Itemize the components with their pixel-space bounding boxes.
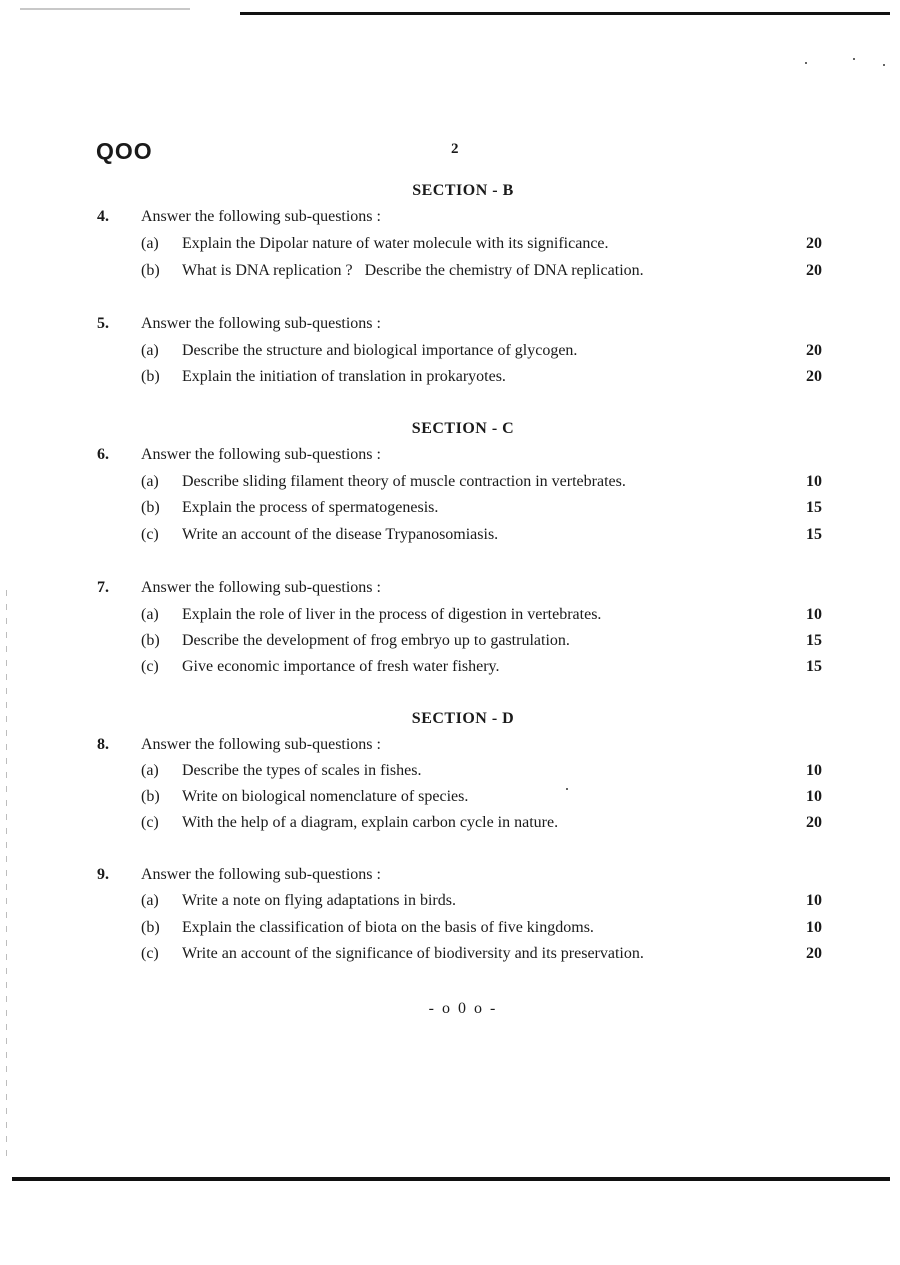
question-number-8: 8. — [97, 736, 109, 753]
scan-speck — [883, 64, 885, 66]
question-stem-7: Answer the following sub-questions : — [141, 579, 381, 596]
sub-question-label: (b) — [141, 368, 160, 385]
marks-value: 15 — [806, 632, 822, 649]
sub-question-label: (c) — [141, 658, 159, 675]
scan-speck — [853, 58, 855, 60]
marks-value: 20 — [806, 342, 822, 359]
sub-question-label: (a) — [141, 762, 159, 779]
sub-question-label: (a) — [141, 342, 159, 359]
marks-value: 20 — [806, 235, 822, 252]
sub-question-text: Describe the structure and biological importance of glycogen. — [182, 342, 578, 359]
sub-question-label: (c) — [141, 526, 159, 543]
sub-question-label: (b) — [141, 919, 160, 936]
sub-question-text: Write an account of the significance of biodiversity and its preservation. — [182, 945, 644, 962]
sub-question-text: Write on biological nomenclature of species. — [182, 788, 469, 805]
question-number-7: 7. — [97, 579, 109, 596]
sub-question-label: (b) — [141, 632, 160, 649]
marks-value: 10 — [806, 919, 822, 936]
marks-value: 20 — [806, 262, 822, 279]
sub-question-label: (a) — [141, 892, 159, 909]
question-stem-8: Answer the following sub-questions : — [141, 736, 381, 753]
marks-value: 10 — [806, 606, 822, 623]
marks-value: 10 — [806, 473, 822, 490]
scan-artifact-bottom-rule — [12, 1177, 890, 1181]
sub-question-text: Explain the process of spermatogenesis. — [182, 499, 439, 516]
question-number-5: 5. — [97, 315, 109, 332]
sub-question-text: Describe the types of scales in fishes. — [182, 762, 422, 779]
sub-question-label: (b) — [141, 262, 160, 279]
scan-speck — [805, 62, 807, 64]
sub-question-text: Explain the role of liver in the process of digestion in vertebrates. — [182, 606, 602, 623]
marks-value: 15 — [806, 499, 822, 516]
question-stem-4: Answer the following sub-questions : — [141, 208, 381, 225]
sub-question-label: (a) — [141, 606, 159, 623]
sub-question-label: (b) — [141, 788, 160, 805]
marks-value: 15 — [806, 526, 822, 543]
question-number-9: 9. — [97, 866, 109, 883]
marks-value: 10 — [806, 788, 822, 805]
sub-question-text: Explain the initiation of translation in prokaryotes. — [182, 368, 506, 385]
section-heading-d: SECTION - D — [411, 710, 515, 727]
question-number-4: 4. — [97, 208, 109, 225]
marks-value: 10 — [806, 762, 822, 779]
sub-question-label: (a) — [141, 235, 159, 252]
sub-question-text: Write an account of the disease Trypanosomiasis. — [182, 526, 499, 543]
sub-question-text: With the help of a diagram, explain carbon cycle in nature. — [182, 814, 559, 831]
section-heading-c: SECTION - C — [411, 420, 515, 437]
sub-question-text: Describe sliding filament theory of muscle contraction in vertebrates. — [182, 473, 626, 490]
marks-value: 20 — [806, 945, 822, 962]
end-of-paper-mark: - o 0 o - — [428, 1000, 498, 1017]
sub-question-text: Describe the development of frog embryo up to gastrulation. — [182, 632, 570, 649]
sub-question-text: Write a note on flying adaptations in birds. — [182, 892, 456, 909]
scan-artifact-top-left — [20, 8, 190, 10]
marks-value: 20 — [806, 368, 822, 385]
sub-question-text: What is DNA replication ? Describe the chemistry of DNA replication. — [182, 262, 644, 279]
scan-speck — [566, 788, 568, 790]
question-stem-5: Answer the following sub-questions : — [141, 315, 381, 332]
section-heading-b: SECTION - B — [412, 182, 514, 199]
sub-question-label: (c) — [141, 945, 159, 962]
sub-question-text: Explain the Dipolar nature of water molecule with its significance. — [182, 235, 609, 252]
scan-artifact-left-edge — [6, 590, 7, 1160]
marks-value: 20 — [806, 814, 822, 831]
marks-value: 15 — [806, 658, 822, 675]
sub-question-text: Give economic importance of fresh water fishery. — [182, 658, 500, 675]
question-stem-6: Answer the following sub-questions : — [141, 446, 381, 463]
sub-question-label: (a) — [141, 473, 159, 490]
sub-question-text: Explain the classification of biota on the basis of five kingdoms. — [182, 919, 594, 936]
sub-question-label: (b) — [141, 499, 160, 516]
scan-artifact-top-rule — [240, 12, 890, 15]
page-number: 2 — [451, 141, 459, 157]
question-stem-9: Answer the following sub-questions : — [141, 866, 381, 883]
marks-value: 10 — [806, 892, 822, 909]
sub-question-label: (c) — [141, 814, 159, 831]
paper-code: QOO — [96, 138, 153, 164]
question-number-6: 6. — [97, 446, 109, 463]
